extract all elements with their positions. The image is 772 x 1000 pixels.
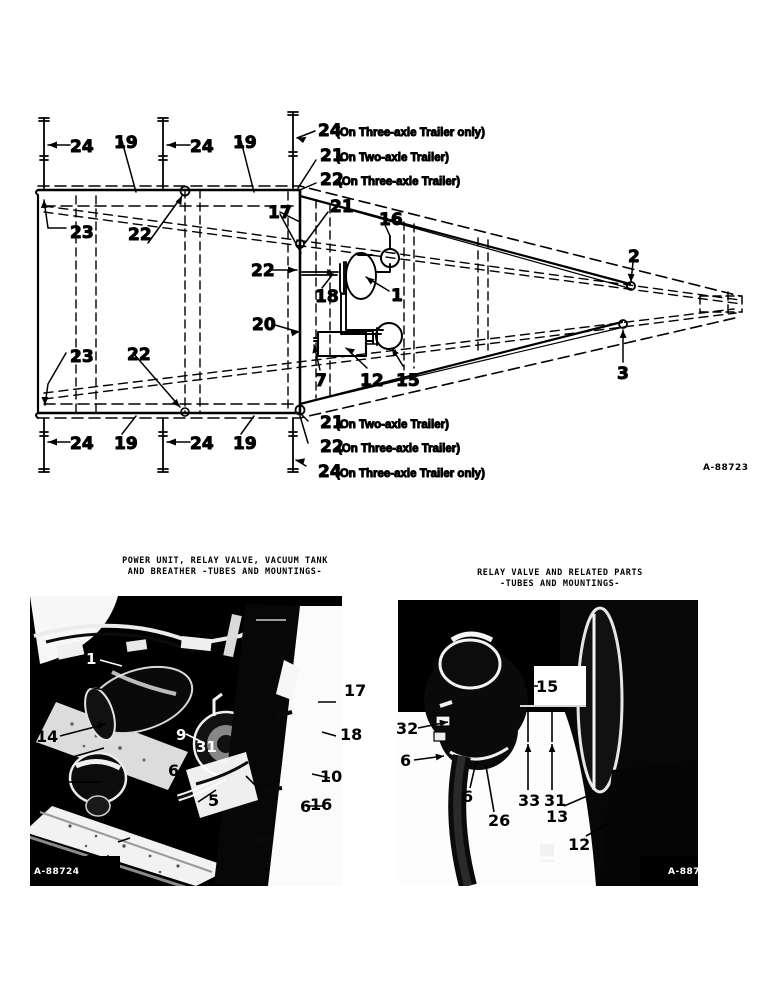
callout-21-corner: 21 [330,197,354,217]
callout-15: 15 [396,371,420,391]
callout-24-note-text: (On Three-axle Trailer only) [336,127,485,139]
photo-left-callout-15: 15 [38,773,61,792]
photo-left-callout-31: 31 [196,738,217,756]
callout-22-bottom-left: 22 [127,345,151,365]
callout-24-note-num: 24 [318,121,342,141]
right-photo-caption-line2: -TUBES AND MOUNTINGS- [499,579,621,589]
photo-left-callout-6d: 6 [84,851,96,870]
callout-18: 18 [315,287,339,307]
photo-right-callout-6a: 6 [400,751,412,770]
callout-20: 20 [252,315,276,335]
callout-24-top-2: 24 [190,137,214,157]
photo-left-callout-12: 12 [64,677,87,696]
photo-left-callout-6c: 6 [300,797,312,816]
callout-21-note-text: (On Two-axle Trailer) [336,152,449,164]
photo-right-callout-31: 31 [544,791,567,810]
callout-19-top-1: 19 [114,133,138,153]
photo-left-callout-9: 9 [176,726,187,744]
callout-23-top: 23 [70,223,94,243]
callout-22-note-text-b: (On Three-axle Trailer) [338,443,461,455]
callout-21-note-num: 21 [320,146,344,166]
callout-22-mid: 22 [251,261,275,281]
photo-left-callout-32: 32 [126,815,149,834]
callout-22-top-left: 22 [128,225,152,245]
photo-right-callout-33: 33 [518,791,541,810]
photo-left-callout-18: 18 [340,725,363,744]
callout-23-bottom: 23 [70,347,94,367]
callout-21-note-num-b: 21 [320,413,344,433]
callout-24-note-text-b: (On Three-axle Trailer only) [336,468,485,480]
photo-right-callout-32: 32 [396,719,419,738]
photo-left-callout-1: 1 [86,650,97,668]
callout-24-top-1: 24 [70,137,94,157]
photo-left-callout-6b: 6 [170,815,182,834]
callout-24-note-num-b: 24 [318,462,342,482]
callout-22-note-num-b: 22 [320,437,344,457]
top-figure-code: A-88723 [703,463,749,473]
callout-17: 17 [268,203,292,223]
left-photo-caption-line2: AND BREATHER -TUBES AND MOUNTINGS- [127,567,323,577]
callout-3: 3 [617,364,629,384]
photo-left-callout-14: 14 [36,727,59,746]
callout-7: 7 [315,371,327,391]
photo-right-callout-26: 26 [488,811,511,830]
callout-24-bot-1: 24 [70,434,94,454]
photo-right-callout-12: 12 [568,835,591,854]
photo-left-callout-13: 13 [40,751,63,770]
left-photo-caption-line1: POWER UNIT, RELAY VALVE, VACUUM TANK [122,556,328,566]
callout-12: 12 [360,371,384,391]
left-photo-code: A-88724 [34,867,80,877]
photo-left-callout-16: 16 [310,795,333,814]
callout-21-note-text-b: (On Two-axle Trailer) [336,419,449,431]
photo-left-callout-6a: 6 [168,761,180,780]
callout-2: 2 [628,247,640,267]
photo-right-callout-13: 13 [546,807,569,826]
photo-right-callout-6b: 6 [462,787,474,806]
callout-19-bot-2: 19 [233,434,257,454]
photo-left-callout-10: 10 [320,767,343,786]
photo-left-callout-17: 17 [344,681,367,700]
callout-24-bot-2: 24 [190,434,214,454]
callout-16: 16 [379,210,403,230]
right-photo-caption-line1: RELAY VALVE AND RELATED PARTS [477,568,643,578]
right-photo-code: A-88725 [668,867,714,877]
photo-right-callout-15: 15 [536,677,559,696]
callout-19-bot-1: 19 [114,434,138,454]
callout-22-note-num: 22 [320,170,344,190]
photo-left-callout-5: 5 [208,791,220,810]
callout-19-top-2: 19 [233,133,257,153]
callout-1: 1 [391,286,403,306]
callout-22-note-text: (On Three-axle Trailer) [338,176,461,188]
